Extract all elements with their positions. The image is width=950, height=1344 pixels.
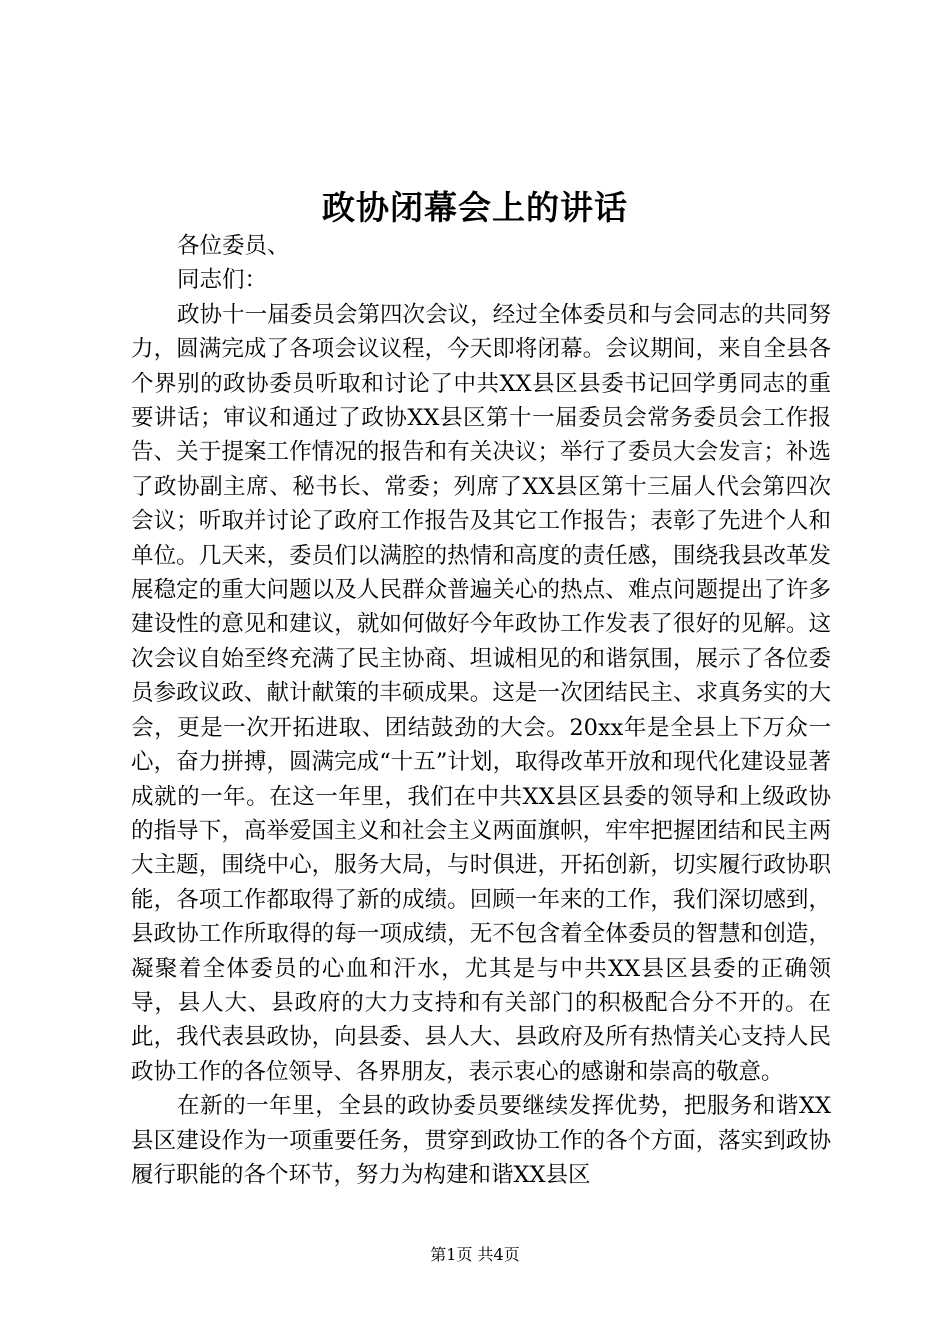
body-paragraph: 政协十一届委员会第四次会议，经过全体委员和与会同志的共同努力，圆满完成了各项会议议程，今天即将闭幕。会议期间，来自全县各个界别的政协委员听取和讨论了中共XX县区县委书记回学勇同志的重要讲话；审议和通过了政协XX县区第十一届委员会常务委员会工作报告、关于提案工作情况的报告和有关决议；举行了委员大会发言；补选了政协副主席、秘书长、常委；列席了XX县区第十三届人代会第四次会议；听取并讨论了政府工作报告及其它工作报告；表彰了先进个人和单位。几天来，委员们以满腔的热情和高度的责任感，围绕我县改革发展稳定的重大问题以及人民群众普遍关心的热点、难点问题提出了许多建设性的意见和建议，就如何做好今年政协工作发表了很好的见解。这次会议自始至终充满了民主协商、坦诚相见的和谐氛围，展示了各位委员参政议政、献计献策的丰硕成果。这是一次团结民主、求真务实的大会，更是一次开拓进取、团结鼓劲的大会。20xx年是全县上下万众一心，奋力拼搏，圆满完成“十五”计划，取得改革开放和现代化建设显著成就的一年。在这一年里，我们在中共XX县区县委的领导和上级政协的指导下，高举爱国主义和社会主义两面旗帜，牢牢把握团结和民主两大主题，围绕中心，服务大局，与时俱进，开拓创新，切实履行政协职能，各项工作都取得了新的成绩。回顾一年来的工作，我们深切感到，县政协工作所取得的每一项成绩，无不包含着全体委员的智慧和创造，凝聚着全体委员的心血和汗水，尤其是与中共XX县区县委的正确领导，县人大、县政府的大力支持和有关部门的积极配合分不开的。在此，我代表县政协，向县委、县人大、县政府及所有热情关心支持人民政协工作的各位领导、各界朋友，表示衷心的感谢和崇高的敬意。 (131, 301, 831, 1085)
page-number-footer: 第1页 共4页 (430, 1245, 520, 1264)
body-paragraph: 在新的一年里，全县的政协委员要继续发挥优势，把服务和谐XX县区建设作为一项重要任务，贯穿到政协工作的各个方面，落实到政协履行职能的各个环节，努力为构建和谐XX县区 (131, 1093, 831, 1188)
document-body (131, 229, 831, 1192)
salutation-line: 各位委员、 (177, 233, 290, 259)
salutation-line: 同志们： (177, 267, 268, 294)
document-title: 政协闭幕会上的讲话 (322, 188, 628, 227)
